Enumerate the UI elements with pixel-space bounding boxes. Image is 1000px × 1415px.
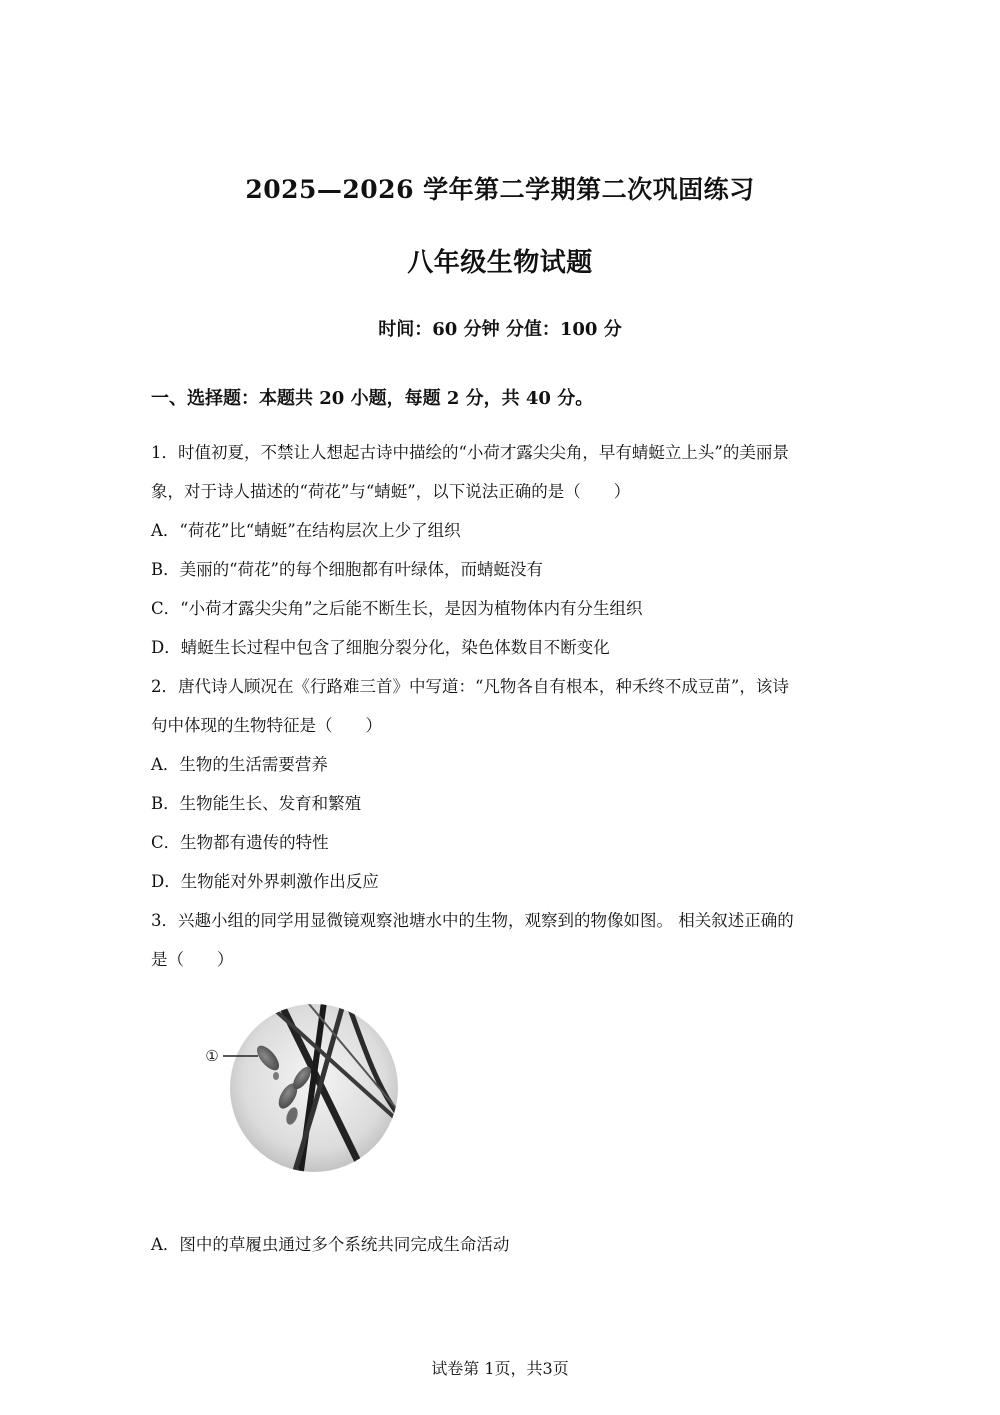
question-1-stem-line-2: 象，对于诗人描述的“荷花”与“蜻蜓”，以下说法正确的是（ ） <box>151 482 631 501</box>
question-3-option-a: A．图中的草履虫通过多个系统共同完成生命活动 <box>151 1235 510 1254</box>
microscope-view-image <box>196 998 406 1178</box>
question-2-option-a: A．生物的生活需要营养 <box>151 755 328 774</box>
question-2-stem-line-1: 2．唐代诗人顾况在《行路难三首》中写道：“凡物各自有根本，种禾终不成豆苗”，该诗 <box>151 677 789 696</box>
figure-label-marker: ① <box>205 1047 219 1065</box>
microscope-figure <box>196 998 406 1178</box>
question-2-option-c: C．生物都有遗传的特性 <box>151 833 329 852</box>
question-1-stem-line-1: 1．时值初夏，不禁让人想起古诗中描绘的“小荷才露尖尖角，早有蜻蜓立上头”的美丽景 <box>151 443 789 462</box>
exam-title: 2025—2026 学年第二学期第二次巩固练习 <box>245 175 755 204</box>
section-heading: 一、选择题：本题共 20 小题，每题 2 分，共 40 分。 <box>151 388 594 409</box>
question-1-option-c: C．“小荷才露尖尖角”之后能不断生长，是因为植物体内有分生组织 <box>151 599 643 618</box>
question-1-option-b: B．美丽的“荷花”的每个细胞都有叶绿体，而蜻蜓没有 <box>151 560 543 579</box>
exam-subtitle: 八年级生物试题 <box>407 248 593 278</box>
question-3-stem-line-2: 是（ ） <box>151 950 234 969</box>
page-footer: 试卷第 1页，共3页 <box>431 1359 569 1378</box>
question-2-stem-line-2: 句中体现的生物特征是（ ） <box>151 716 382 735</box>
question-2-option-b: B．生物能生长、发育和繁殖 <box>151 794 362 813</box>
question-1-option-a: A．“荷花”比“蜻蜓”在结构层次上少了组织 <box>151 521 461 540</box>
exam-meta: 时间：60 分钟 分值：100 分 <box>378 319 622 340</box>
question-3-stem-line-1: 3．兴趣小组的同学用显微镜观察池塘水中的生物，观察到的物像如图。 相关叙述正确的 <box>151 911 794 930</box>
question-1-option-d: D．蜻蜓生长过程中包含了细胞分裂分化，染色体数目不断变化 <box>151 638 610 657</box>
question-2-option-d: D．生物能对外界刺激作出反应 <box>151 872 379 891</box>
